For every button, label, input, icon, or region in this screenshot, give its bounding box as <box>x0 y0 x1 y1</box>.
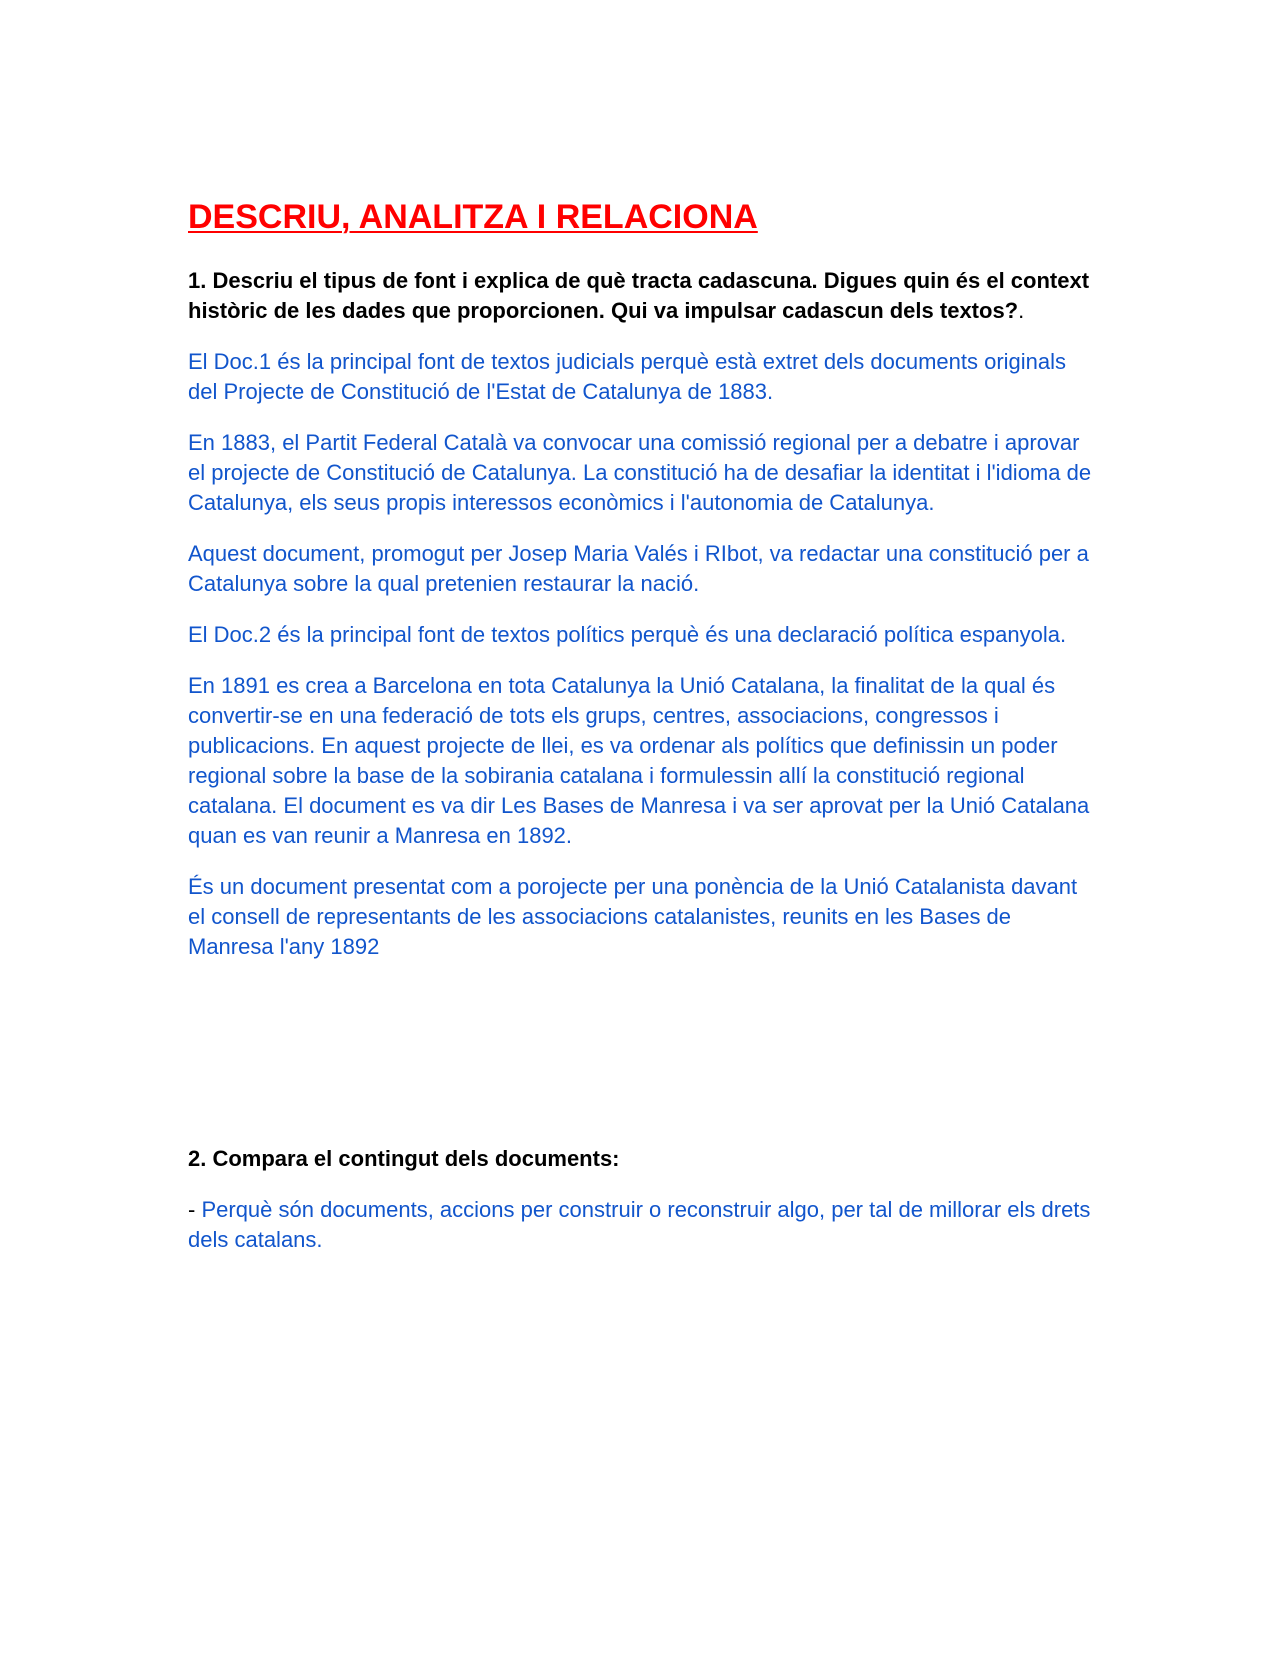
answer-2-text: Perquè són documents, accions per construir o reconstruir algo, per tal de millorar els drets dels catalans. <box>188 1197 1091 1252</box>
answer-1-paragraph-1: El Doc.1 és la principal font de textos judicials perquè està extret dels documents originals del Projecte de Constitució de l'Estat de Catalunya de 1883. <box>188 349 1067 404</box>
document-title: DESCRIU, ANALITZA I RELACIONA <box>188 198 758 236</box>
answer-1-paragraph-3: Aquest document, promogut per Josep Maria Valés i RIbot, va redactar una constitució per a Catalunya sobre la qual pretenien restaurar la nació. <box>188 541 1089 596</box>
document-page <box>188 196 1098 1255</box>
question-1 <box>188 266 1098 326</box>
question-1-text: 1. Descriu el tipus de font i explica de què tracta cadascuna. Digues quin és el context històric de les dades que proporcionen. Qui va impulsar cadascun dels textos? <box>188 268 1090 323</box>
answer-1-paragraph-2: En 1883, el Partit Federal Català va convocar una comissió regional per a debatre i aprovar el projecte de Constitució de Catalunya. La constitució ha de desafiar la identitat i l'idioma de Catalunya, els seus propis interessos econòmics i l'autonomia de Catalunya. <box>188 430 1092 515</box>
question-2: 2. Compara el contingut dels documents: <box>188 1146 620 1171</box>
answer-2-paragraph <box>188 1195 1098 1255</box>
answer-1-paragraph-5: En 1891 es crea a Barcelona en tota Catalunya la Unió Catalana, la finalitat de la qual és convertir-se en una federació de tots els grups, centres, associacions, congressos i publicacions. En aquest projecte de llei, es va ordenar als polítics que definissin un poder regional sobre la base de la sobirania catalana i formulessin allí la constitució regional catalana. El document es va dir Les Bases de Manresa i va ser aprovat per la Unió Catalana quan es van reunir a Manresa en 1892. <box>188 673 1090 848</box>
answer-2-dash: - <box>188 1197 202 1222</box>
question-1-tail: . <box>1018 298 1025 323</box>
answer-1-paragraph-6: És un document presentat com a porojecte per una ponència de la Unió Catalanista davant el consell de representants de les associacions catalanistes, reunits en les Bases de Manresa l'any 1892 <box>188 874 1078 959</box>
answer-1-paragraph-4: El Doc.2 és la principal font de textos polítics perquè és una declaració política espanyola. <box>188 622 1067 647</box>
